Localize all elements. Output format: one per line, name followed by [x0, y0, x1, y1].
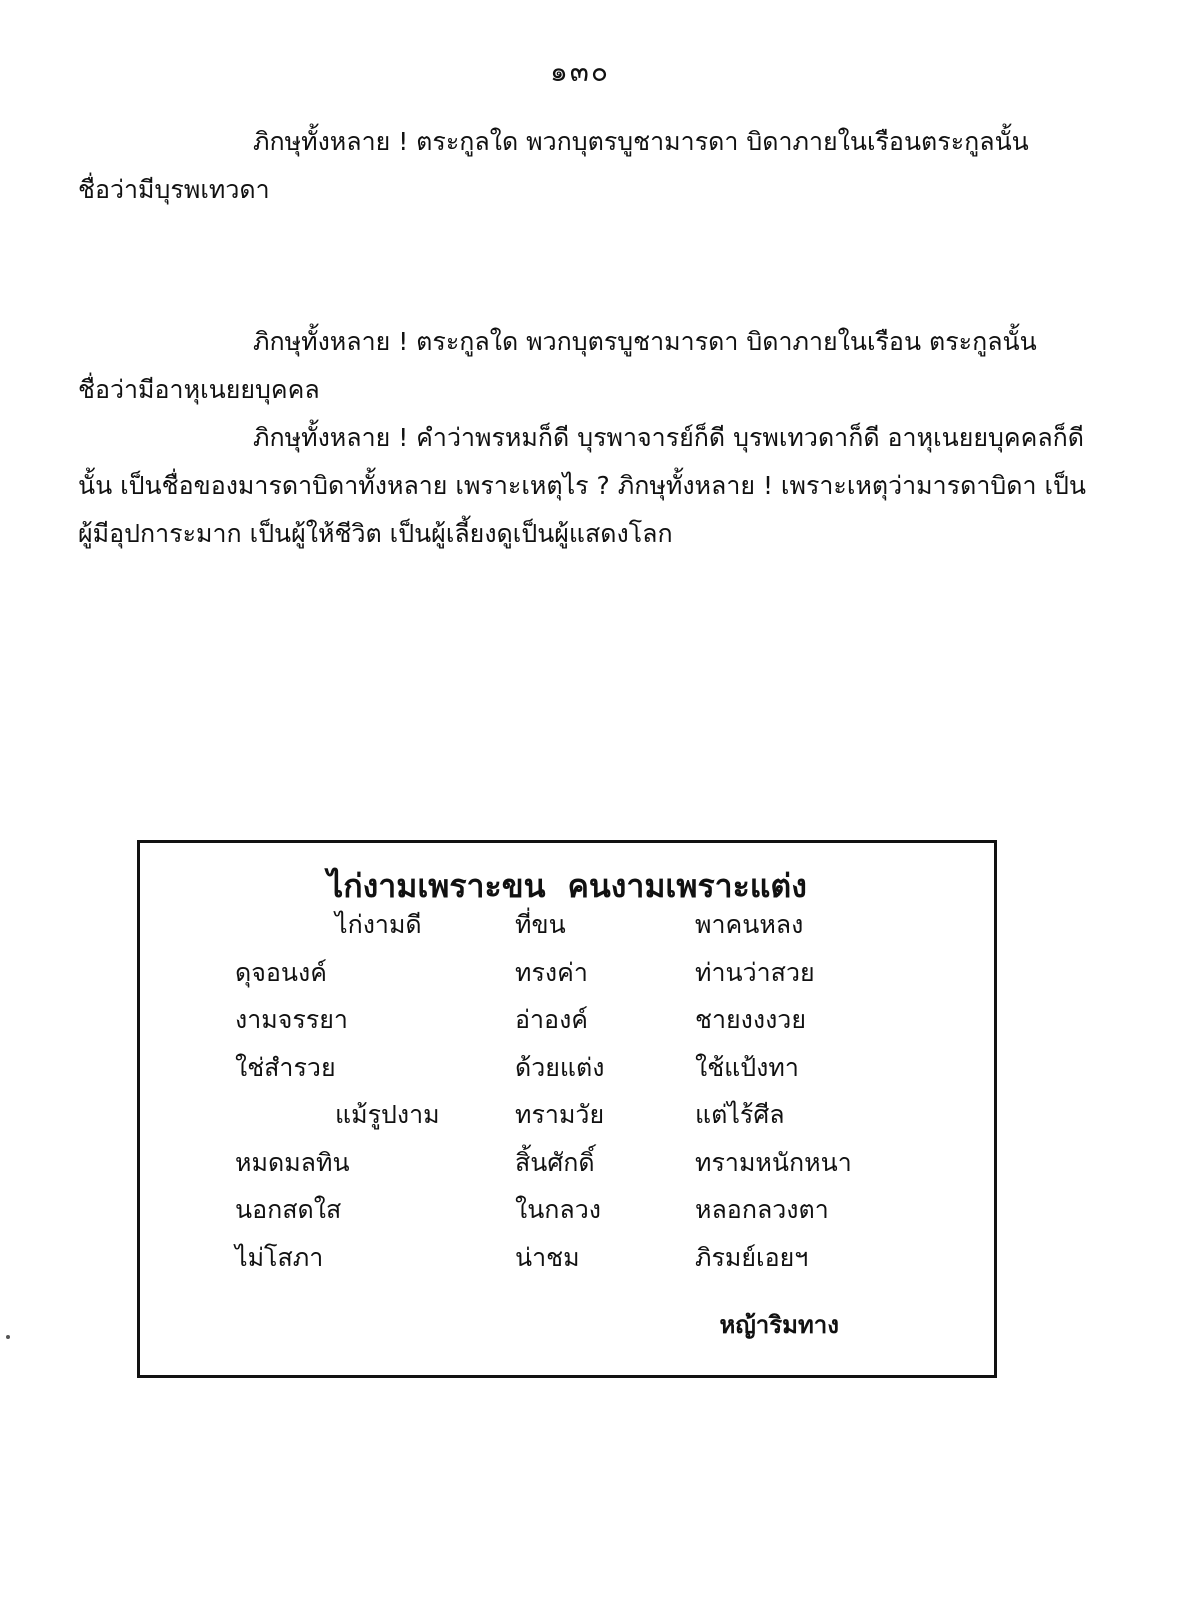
poem-line: [140, 1000, 994, 1040]
poem-verse-segment: ใช้แป้งทา: [695, 1052, 799, 1082]
poem-verse-segment: อ่าองค์: [515, 1005, 588, 1034]
poem-verse-segment: หมดมลทิน: [235, 1147, 350, 1177]
poem-line: [140, 953, 994, 993]
poem-verse-segment: ด้วยแต่ง: [515, 1052, 605, 1082]
poem-verse-segment: ไม่โสภา: [235, 1242, 324, 1272]
poem-title-part-1: ไก่งามเพราะขน: [327, 867, 546, 905]
poem-verse-segment: ทรามหนักหนา: [695, 1147, 852, 1177]
poem-verse-segment: ที่ขน: [515, 910, 566, 939]
poem-verse-segment: ทรงค่า: [515, 957, 588, 987]
paragraph-group-2: [78, 318, 1098, 558]
poem-verse-segment: น่าชม: [515, 1242, 580, 1272]
poem-line: [140, 1143, 994, 1183]
paragraph-2-line-2: ชื่อว่ามีอาหุเนยยบุคคล: [78, 375, 320, 404]
poem-verse-segment: นอกสดใส: [235, 1195, 342, 1224]
poem-verse-segment: ดุจอนงค์: [235, 957, 327, 987]
paragraph-1: [78, 118, 1098, 214]
poem-verse-segment: ชายงงงวย: [695, 1005, 806, 1034]
poem-verse-segment: พาคนหลง: [695, 910, 804, 939]
poem-title-part-2: คนงามเพราะแต่ง: [567, 867, 807, 905]
poem-verse-segment: งามจรรยา: [235, 1005, 348, 1034]
paragraph-1-line-2: ชื่อว่ามีบุรพเทวดา: [78, 175, 270, 204]
poem-verse-segment: แม้รูปงาม: [335, 1100, 440, 1129]
scan-speck: [6, 1335, 10, 1339]
paragraph-3: ภิกษุทั้งหลาย ! คำว่าพรหมก็ดี บุรพาจารย์ก็ดี บุรพเทวดาก็ดี อาหุเนยยบุคคลก็ดี นั้น เป็นชื่อของมารดาบิดาทั้งหลาย เพราะเหตุไร ? ภิกษุทั้งหลาย ! เพราะเหตุว่ามารดาบิดา เป็นผู้มีอุปการะมาก เป็นผู้ให้ชีวิต เป็นผู้เลี้ยงดูเป็นผู้แสดงโลก: [78, 423, 1086, 548]
poem-verse-segment: ทรามวัย: [515, 1100, 605, 1129]
poem-verse-segment: แต่ไร้ศีล: [695, 1100, 785, 1129]
poem-verse-segment: ในกลวง: [515, 1195, 601, 1224]
paragraph-1-line-1: ภิกษุทั้งหลาย ! ตระกูลใด พวกบุตรบูชามารดา บิดาภายในเรือนตระกูลนั้น: [253, 127, 1029, 156]
paragraph-2-line-1: ภิกษุทั้งหลาย ! ตระกูลใด พวกบุตรบูชามารดา บิดาภายในเรือน ตระกูลนั้น: [253, 327, 1037, 356]
poem-verse-segment: หลอกลวงตา: [695, 1195, 829, 1224]
poem-verse-segment: สิ้นศักดิ์: [515, 1147, 595, 1177]
poem-author: หญ้าริมทาง: [719, 1311, 839, 1339]
poem-line: [140, 1048, 994, 1088]
poem-line: [140, 1095, 994, 1135]
poem-verse-segment: ไก่งามดี: [335, 910, 422, 939]
poem-verse-segment: ใช่สำรวย: [235, 1052, 336, 1082]
poem-verse-segment: ภิรมย์เอยฯ: [695, 1242, 809, 1272]
poem-line: [140, 1190, 994, 1230]
poem-verse-segment: ท่านว่าสวย: [695, 957, 815, 987]
poem-line: [140, 905, 994, 945]
page-number: ๑๓๐: [549, 55, 610, 88]
poem-line: [140, 1238, 994, 1278]
poem-box: [137, 840, 997, 1378]
